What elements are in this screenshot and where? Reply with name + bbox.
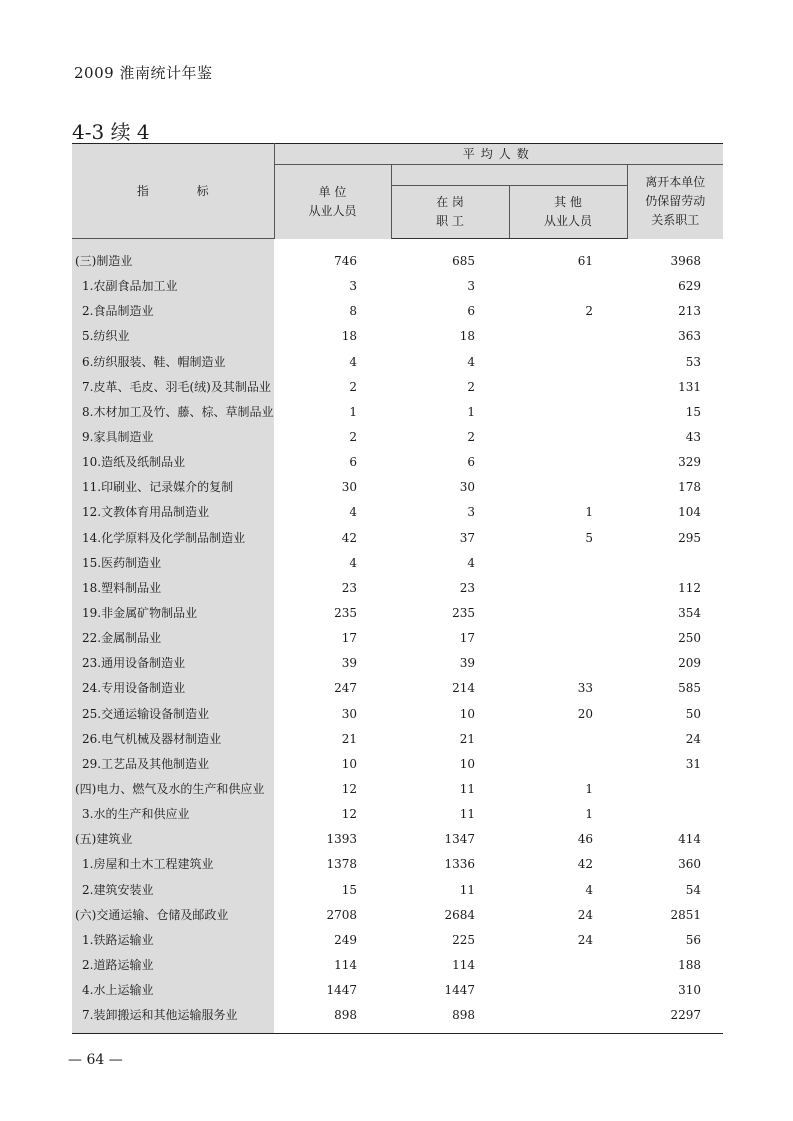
on-post-cell: 10: [459, 756, 475, 771]
table-row: [72, 651, 723, 676]
retained-cell: 295: [678, 530, 702, 545]
unit-staff-cell: 247: [334, 681, 357, 696]
other-staff-cell: [509, 324, 627, 349]
unit-staff-cell: 746: [334, 253, 357, 268]
unit-staff-cell: 1: [349, 404, 357, 419]
header-other-staff-line1: 其 他: [554, 195, 582, 209]
table-row: [72, 299, 723, 324]
other-staff-cell: 33: [577, 681, 593, 696]
other-staff-cell: 61: [577, 254, 593, 269]
on-post-cell: 4: [467, 354, 475, 369]
statistics-table: [72, 143, 723, 1034]
table-row: [72, 978, 723, 1003]
retained-cell: 310: [678, 983, 702, 998]
on-post-cell: 37: [459, 530, 475, 545]
unit-staff-cell: 30: [341, 480, 357, 495]
other-staff-cell: 4: [585, 882, 593, 897]
table-row: [72, 425, 723, 450]
on-post-cell: 18: [459, 329, 475, 344]
on-post-cell: 235: [452, 606, 475, 621]
row-indicator-cell: 5.纺织业: [72, 324, 274, 349]
row-indicator-cell: 2.建筑安装业: [72, 878, 274, 903]
on-post-cell: 6: [467, 455, 475, 470]
row-indicator-cell: 18.塑料制品业: [72, 576, 274, 601]
row-indicator-cell: 6.纺织服装、鞋、帽制造业: [72, 350, 274, 375]
retained-cell: 104: [678, 505, 702, 520]
retained-cell: 50: [685, 706, 702, 721]
table-body: [72, 239, 723, 1034]
retained-cell: [627, 802, 723, 827]
retained-cell: [627, 777, 723, 802]
retained-cell: 188: [678, 958, 702, 972]
table-row: [72, 1003, 723, 1034]
table-row: [72, 626, 723, 651]
retained-cell: 629: [678, 279, 702, 294]
table-row: [72, 375, 723, 400]
row-indicator-cell: 14.化学原料及化学制品制造业: [72, 526, 274, 551]
unit-staff-cell: 2: [349, 430, 357, 445]
header-retained-line3: 关系职工: [651, 213, 700, 228]
row-indicator-cell: 7.皮革、毛皮、羽毛(绒)及其制品业: [72, 375, 274, 400]
other-staff-cell: 2: [585, 304, 593, 319]
on-post-cell: 2684: [444, 907, 475, 922]
on-post-cell: 39: [459, 656, 475, 671]
table-row: [72, 551, 723, 576]
on-post-cell: 21: [459, 731, 475, 746]
table-row: [72, 903, 723, 928]
row-indicator-cell: (四)电力、燃气及水的生产和供应业: [72, 777, 274, 802]
unit-staff-cell: 2: [349, 379, 357, 394]
retained-cell: 250: [678, 631, 702, 646]
header-average-group: 平均人数: [274, 144, 723, 165]
other-staff-cell: [509, 727, 627, 752]
on-post-cell: 23: [459, 580, 475, 595]
other-staff-cell: [509, 425, 627, 450]
unit-staff-cell: 12: [341, 782, 357, 797]
other-staff-cell: [509, 752, 627, 777]
row-indicator-cell: 15.医药制造业: [72, 551, 274, 576]
retained-cell: 360: [678, 857, 702, 872]
table-row: [72, 576, 723, 601]
on-post-cell: 1336: [444, 857, 475, 872]
unit-staff-cell: 39: [341, 656, 357, 671]
header-on-post-line1: 在 岗: [436, 195, 464, 209]
table-title: 4-3 续 4: [72, 120, 150, 144]
other-staff-cell: 24: [577, 932, 593, 947]
on-post-cell: 11: [459, 807, 475, 822]
other-staff-cell: 24: [577, 907, 593, 922]
header-unit-staff: [274, 165, 391, 239]
on-post-cell: 114: [452, 958, 475, 972]
row-indicator-cell: 7.装卸搬运和其他运输服务业: [72, 1003, 274, 1034]
retained-cell: 329: [678, 455, 702, 470]
unit-staff-cell: 114: [334, 958, 357, 972]
unit-staff-cell: 235: [334, 606, 357, 621]
table-row: [72, 450, 723, 475]
running-head: 2009 淮南统计年鉴: [74, 64, 213, 82]
on-post-cell: 1: [467, 404, 475, 419]
header-other-staff: [509, 186, 627, 239]
retained-cell: 15: [685, 404, 702, 419]
other-staff-cell: [509, 1003, 627, 1034]
row-indicator-cell: 4.水上运输业: [72, 978, 274, 1003]
table-row: [72, 852, 723, 877]
retained-cell: 131: [678, 379, 702, 394]
unit-staff-cell: 4: [349, 354, 357, 369]
other-staff-cell: [509, 626, 627, 651]
row-indicator-cell: 12.文教体育用品制造业: [72, 500, 274, 525]
table-row: [72, 400, 723, 425]
unit-staff-cell: 23: [341, 580, 357, 595]
other-staff-cell: 42: [577, 857, 593, 872]
retained-cell: [627, 551, 723, 576]
table-row: [72, 350, 723, 375]
retained-cell: 414: [678, 832, 702, 847]
unit-staff-cell: 18: [341, 329, 357, 344]
row-indicator-cell: 11.印刷业、记录媒介的复制: [72, 475, 274, 500]
table-row: [72, 878, 723, 903]
unit-staff-cell: 10: [341, 756, 357, 771]
on-post-cell: 6: [467, 304, 475, 319]
table-row: [72, 777, 723, 802]
table-row: [72, 274, 723, 299]
on-post-cell: 3: [467, 279, 475, 294]
row-indicator-cell: (三)制造业: [72, 239, 274, 275]
header-unit-staff-line2: 从业人员: [308, 203, 357, 218]
other-staff-cell: 1: [585, 807, 593, 822]
header-indicator: 指 标: [72, 144, 274, 239]
on-post-cell: 10: [459, 706, 475, 721]
unit-staff-cell: 1378: [326, 857, 357, 872]
unit-staff-cell: 1393: [326, 832, 357, 847]
on-post-cell: 225: [452, 932, 475, 947]
row-indicator-cell: 10.造纸及纸制品业: [72, 450, 274, 475]
unit-staff-cell: 3: [349, 279, 357, 294]
table-row: [72, 239, 723, 275]
retained-cell: 56: [685, 932, 702, 947]
on-post-cell: 1347: [444, 832, 475, 847]
other-staff-cell: 1: [585, 505, 593, 520]
other-staff-cell: [509, 651, 627, 676]
unit-staff-cell: 15: [341, 882, 357, 897]
row-indicator-cell: 9.家具制造业: [72, 425, 274, 450]
on-post-cell: 898: [452, 1008, 475, 1023]
retained-cell: 31: [685, 756, 702, 771]
on-post-cell: 214: [452, 681, 475, 696]
other-staff-cell: 1: [585, 782, 593, 797]
on-post-cell: 2: [467, 379, 475, 394]
other-staff-cell: 20: [577, 706, 593, 721]
other-staff-cell: [509, 551, 627, 576]
row-indicator-cell: 25.交通运输设备制造业: [72, 702, 274, 727]
row-indicator-cell: 3.水的生产和供应业: [72, 802, 274, 827]
table-row: [72, 500, 723, 525]
row-indicator-cell: 8.木材加工及竹、藤、棕、草制品业: [72, 400, 274, 425]
unit-staff-cell: 21: [341, 731, 357, 746]
table-row: [72, 802, 723, 827]
other-staff-cell: [509, 375, 627, 400]
header-unit-staff-line1: 单 位: [318, 184, 347, 199]
table-row: [72, 752, 723, 777]
header-on-post: [391, 186, 509, 239]
other-staff-cell: [509, 978, 627, 1003]
on-post-cell: 1447: [444, 983, 475, 998]
row-indicator-cell: 19.非金属矿物制品业: [72, 601, 274, 626]
other-staff-cell: [509, 350, 627, 375]
retained-cell: 53: [685, 354, 702, 369]
other-staff-cell: 46: [577, 832, 593, 847]
table-header: [72, 144, 723, 239]
row-indicator-cell: (五)建筑业: [72, 827, 274, 852]
table-row: [72, 676, 723, 701]
on-post-cell: 3: [467, 505, 475, 520]
row-indicator-cell: 24.专用设备制造业: [72, 676, 274, 701]
row-indicator-cell: 1.农副食品加工业: [72, 274, 274, 299]
unit-staff-cell: 6: [349, 455, 357, 470]
other-staff-cell: [509, 601, 627, 626]
retained-cell: 24: [685, 731, 702, 746]
row-indicator-cell: 1.铁路运输业: [72, 928, 274, 953]
table-row: [72, 727, 723, 752]
unit-staff-cell: 4: [349, 555, 357, 570]
retained-cell: 3968: [670, 253, 702, 268]
header-other-staff-line2: 从业人员: [543, 214, 592, 228]
retained-cell: 213: [678, 304, 702, 319]
row-indicator-cell: 22.金属制品业: [72, 626, 274, 651]
other-staff-cell: [509, 274, 627, 299]
other-staff-cell: [509, 400, 627, 425]
row-indicator-cell: 2.食品制造业: [72, 299, 274, 324]
header-retained-line2: 仍保留劳动: [645, 194, 706, 209]
on-post-cell: 4: [467, 555, 475, 570]
table-row: [72, 601, 723, 626]
on-post-cell: 11: [459, 882, 475, 897]
table-row: [72, 324, 723, 349]
retained-cell: 112: [678, 580, 702, 595]
table-row: [72, 475, 723, 500]
other-staff-cell: [509, 475, 627, 500]
table-row: [72, 953, 723, 978]
unit-staff-cell: 898: [334, 1008, 357, 1023]
header-on-post-line2: 职 工: [436, 214, 464, 228]
row-indicator-cell: 23.通用设备制造业: [72, 651, 274, 676]
other-staff-cell: [509, 450, 627, 475]
unit-staff-cell: 4: [349, 505, 357, 520]
unit-staff-cell: 1447: [326, 983, 357, 998]
on-post-cell: 11: [459, 782, 475, 797]
retained-cell: 585: [678, 681, 702, 696]
row-indicator-cell: 2.道路运输业: [72, 953, 274, 978]
header-subgroup-spacer: [391, 165, 627, 186]
unit-staff-cell: 12: [341, 807, 357, 822]
unit-staff-cell: 8: [349, 304, 357, 319]
retained-cell: 354: [678, 606, 702, 621]
on-post-cell: 30: [459, 480, 475, 495]
retained-cell: 43: [685, 430, 702, 445]
retained-cell: 363: [678, 329, 702, 344]
other-staff-cell: 5: [585, 530, 593, 545]
header-retained-line1: 离开本单位: [645, 175, 706, 190]
row-indicator-cell: 1.房屋和土木工程建筑业: [72, 852, 274, 877]
retained-cell: 2851: [670, 907, 702, 922]
row-indicator-cell: 29.工艺品及其他制造业: [72, 752, 274, 777]
retained-cell: 178: [678, 480, 702, 495]
on-post-cell: 17: [459, 631, 475, 646]
other-staff-cell: [509, 576, 627, 601]
unit-staff-cell: 17: [341, 631, 357, 646]
row-indicator-cell: 26.电气机械及器材制造业: [72, 727, 274, 752]
retained-cell: 54: [685, 882, 702, 897]
row-indicator-cell: (六)交通运输、仓储及邮政业: [72, 903, 274, 928]
unit-staff-cell: 2708: [326, 907, 357, 922]
unit-staff-cell: 249: [334, 932, 357, 947]
header-retained: [627, 165, 723, 239]
page-number: — 64 —: [68, 1052, 123, 1068]
table-row: [72, 526, 723, 551]
table-row: [72, 827, 723, 852]
on-post-cell: 2: [467, 430, 475, 445]
unit-staff-cell: 30: [341, 706, 357, 721]
other-staff-cell: [509, 953, 627, 978]
unit-staff-cell: 42: [341, 530, 357, 545]
table-row: [72, 928, 723, 953]
table-row: [72, 702, 723, 727]
on-post-cell: 685: [452, 254, 475, 269]
retained-cell: 209: [678, 656, 702, 671]
retained-cell: 2297: [670, 1008, 702, 1023]
